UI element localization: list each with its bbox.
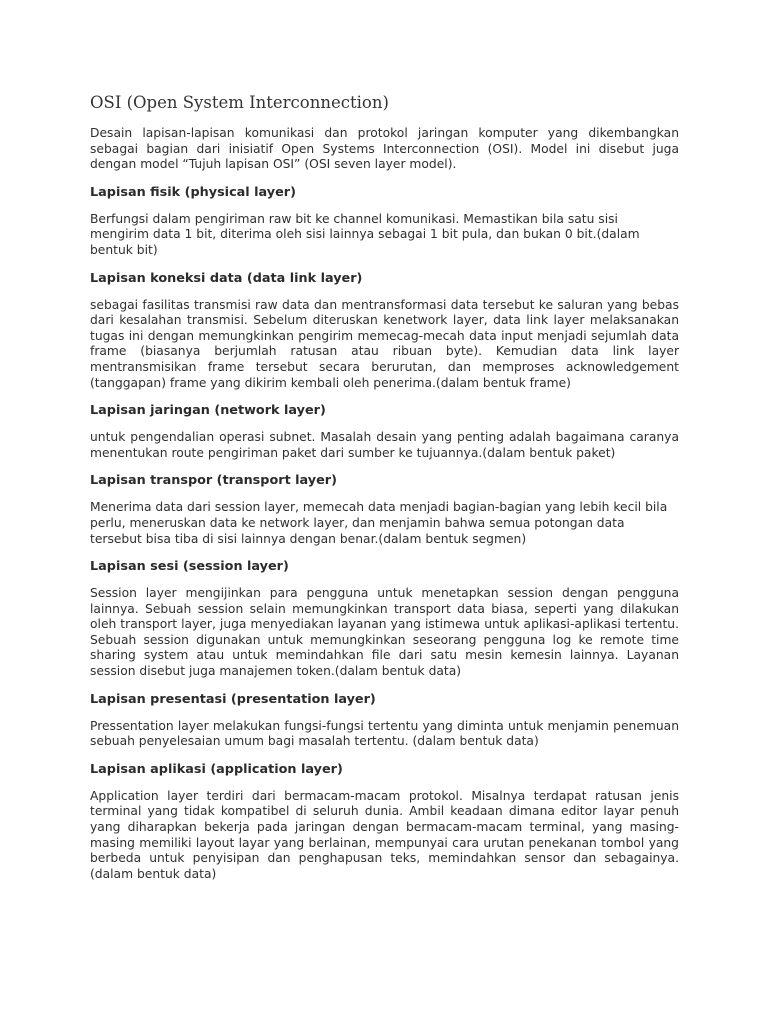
section-presentation-layer	[90, 692, 679, 750]
section-heading: Lapisan fisik (physical layer)	[90, 184, 296, 200]
section-network-layer	[90, 403, 679, 461]
document-title: OSI (Open System Interconnection)	[90, 93, 389, 112]
section-body: Pressentation layer melakukan fungsi-fungsi tertentu yang diminta untuk menjamin penemuan sebuah penyelesaian umum bagi masalah tertentu. (dalam bentuk data)	[90, 718, 679, 749]
section-transport-layer	[90, 473, 679, 547]
section-body: Application layer terdiri dari bermacam-macam protokol. Misalnya terdapat ratusan jenis terminal yang tidak kompatibel di seluruh dunia. Ambil keadaan dimana editor layar penuh yang diharapkan bekerja pada jaringan dengan bermacam-macam terminal, yang masing-masing memiliki layout layar yang berlainan, mempunyai cara urutan penekanan tombol yang berbeda untuk penyisipan dan penghapusan teks, memindahkan sensor dan sebagainya.(dalam bentuk data)	[90, 788, 679, 881]
section-body: Berfungsi dalam pengiriman raw bit ke channel komunikasi. Memastikan bila satu sisi mengirim data 1 bit, diterima oleh sisi lainnya sebagai 1 bit pula, dan bukan 0 bit.(dalam bentuk bit)	[90, 211, 640, 257]
section-heading: Lapisan sesi (session layer)	[90, 559, 289, 575]
section-body: Session layer mengijinkan para pengguna untuk menetapkan session dengan pengguna lainnya. Sebuah session selain memungkinkan transport data biasa, seperti yang dilakukan oleh transport layer, juga menyediakan layanan yang istimewa untuk aplikasi-aplikasi tertentu. Sebuah session digunakan untuk memungkinkan seseorang pengguna log ke remote time sharing system atau untuk memindahkan file dari satu mesin kemesin lainnya. Layanan session disebut juga manajemen token.(dalam bentuk data)	[90, 586, 679, 679]
section-body: sebagai fasilitas transmisi raw data dan mentransformasi data tersebut ke saluran yang bebas dari kesalahan transmisi. Sebelum diteruskan kenetwork layer, data link layer melaksanakan tugas ini dengan memungkinkan pengirim memecag-mecah data input menjadi sejumlah data frame (biasanya berjumlah ratusan atau ribuan byte). Kemudian data link layer mentransmisikan frame tersebut secara berurutan, dan memproses acknowledgement (tanggapan) frame yang dikirim kembali oleh penerima.(dalam bentuk frame)	[90, 297, 679, 390]
intro-paragraph: Desain lapisan-lapisan komunikasi dan protokol jaringan komputer yang dikembangkan sebagai bagian dari inisiatif Open Systems Interconnection (OSI). Model ini disebut juga dengan model “Tujuh lapisan OSI” (OSI seven layer model).	[90, 126, 679, 172]
section-heading: Lapisan presentasi (presentation layer)	[90, 691, 376, 707]
section-heading: Lapisan aplikasi (application layer)	[90, 761, 343, 777]
section-session-layer	[90, 559, 679, 680]
section-body: untuk pengendalian operasi subnet. Masalah desain yang penting adalah bagaimana caranya menentukan route pengiriman paket dari sumber ke tujuannya.(dalam bentuk paket)	[90, 430, 679, 460]
section-heading: Lapisan koneksi data (data link layer)	[90, 270, 363, 286]
section-data-link-layer	[90, 271, 679, 392]
section-body: Menerima data dari session layer, memecah data menjadi bagian-bagian yang lebih kecil bila perlu, meneruskan data ke network layer, dan menjamin bahwa semua potongan data tersebut bisa tiba di sisi lainnya dengan benar.(dalam bentuk segmen)	[90, 500, 668, 546]
section-heading: Lapisan jaringan (network layer)	[90, 403, 326, 419]
section-heading: Lapisan transpor (transport layer)	[90, 473, 337, 489]
section-physical-layer	[90, 185, 679, 259]
section-application-layer	[90, 762, 679, 883]
